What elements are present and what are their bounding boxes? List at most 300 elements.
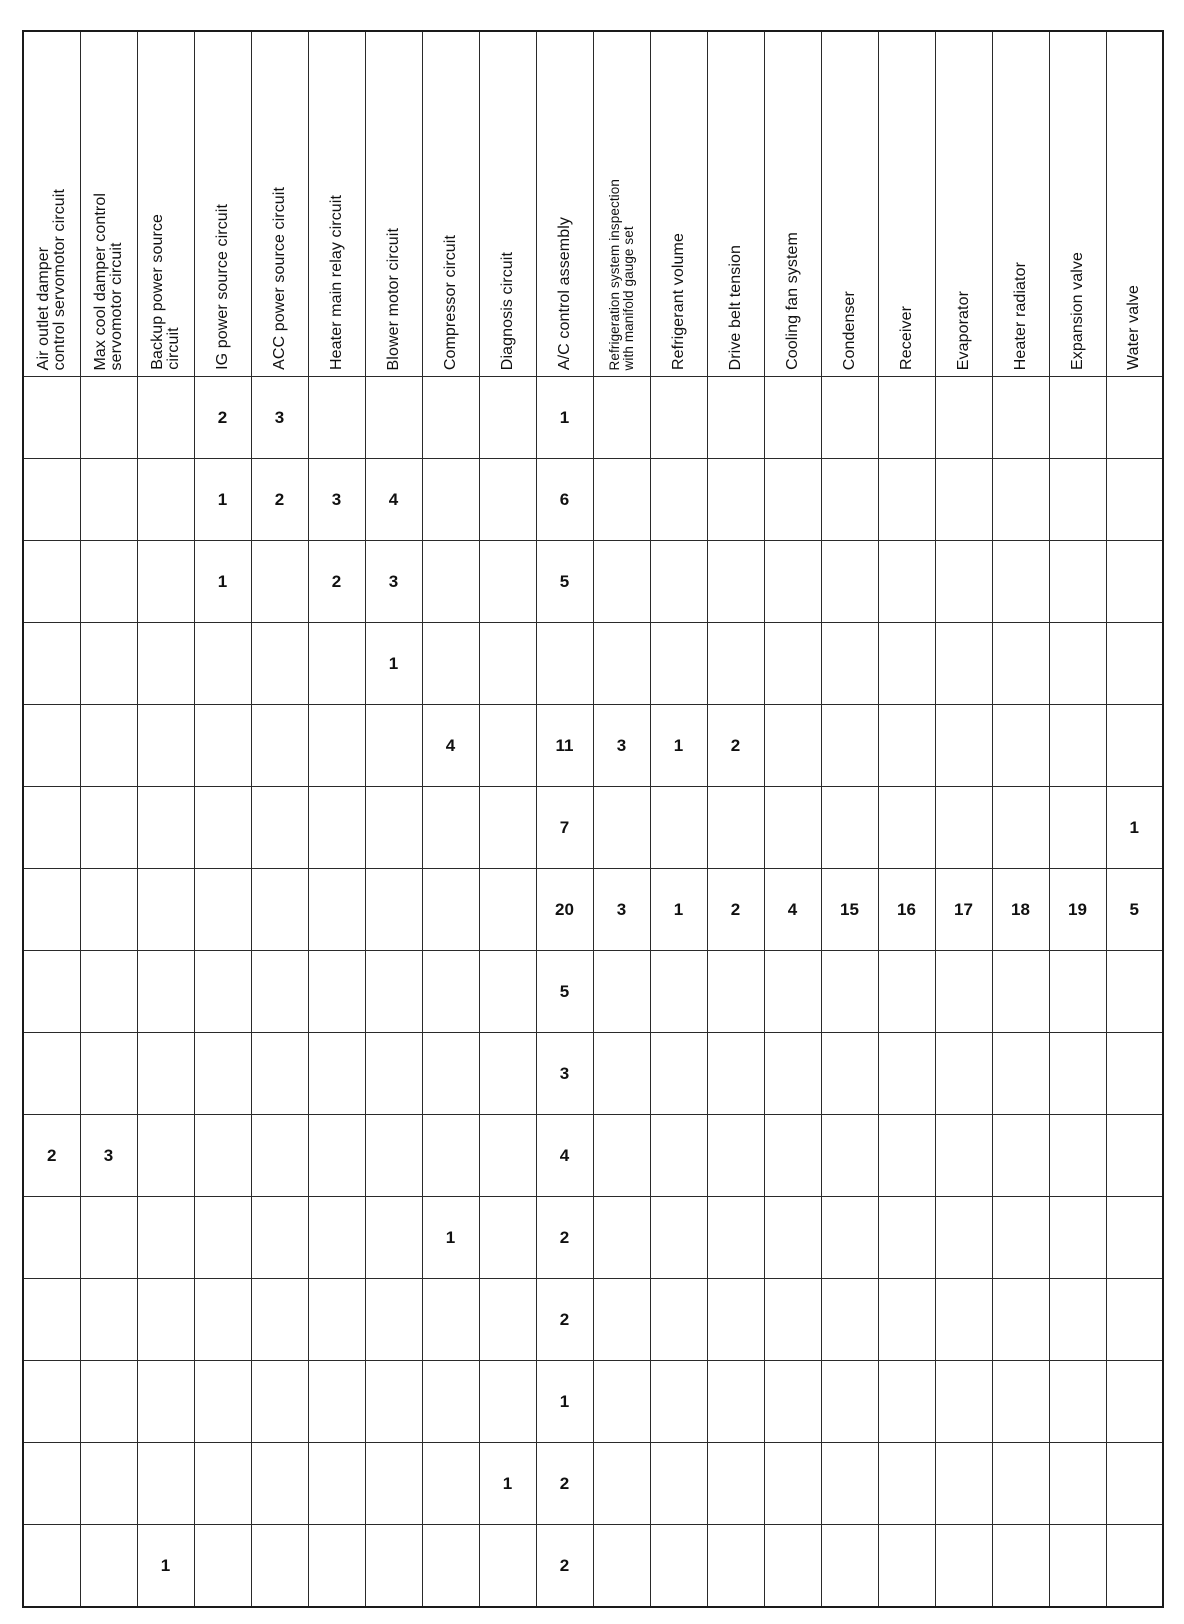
column-header-heater-radiator (992, 31, 1049, 377)
table-cell: 4 (422, 705, 479, 787)
table-row (23, 623, 1163, 705)
table-cell (593, 377, 650, 459)
column-header-label: ACC power source circuit (270, 187, 288, 370)
table-cell (137, 869, 194, 951)
table-cell (992, 1443, 1049, 1525)
table-cell (707, 459, 764, 541)
table-cell (764, 1033, 821, 1115)
column-header-label: Blower motor circuit (384, 227, 402, 370)
table-cell (479, 951, 536, 1033)
table-cell (479, 623, 536, 705)
table-cell (1106, 951, 1163, 1033)
table-cell: 3 (308, 459, 365, 541)
table-cell (251, 1525, 308, 1608)
table-cell (137, 459, 194, 541)
table-cell (23, 1443, 80, 1525)
column-header-heater-main-relay (308, 31, 365, 377)
table-cell (479, 1033, 536, 1115)
table-cell (707, 1443, 764, 1525)
table-cell (1106, 541, 1163, 623)
column-header-label: IG power source circuit (213, 204, 231, 370)
table-cell (194, 869, 251, 951)
table-cell (821, 787, 878, 869)
table-cell (1049, 1279, 1106, 1361)
table-cell (764, 1361, 821, 1443)
table-cell (878, 1115, 935, 1197)
table-cell (80, 1279, 137, 1361)
table-cell (308, 1279, 365, 1361)
table-cell (422, 787, 479, 869)
table-cell (992, 623, 1049, 705)
table-cell (935, 623, 992, 705)
table-cell (194, 1115, 251, 1197)
table-cell (23, 459, 80, 541)
matrix-header (23, 31, 1163, 377)
table-cell (650, 1197, 707, 1279)
table-cell (422, 869, 479, 951)
table-cell (878, 1033, 935, 1115)
column-header-acc-power-source (251, 31, 308, 377)
table-cell: 17 (935, 869, 992, 951)
table-cell (1049, 1361, 1106, 1443)
table-cell (707, 1525, 764, 1608)
table-cell (80, 459, 137, 541)
table-cell (1106, 705, 1163, 787)
table-cell: 4 (365, 459, 422, 541)
table-cell (935, 541, 992, 623)
table-cell (80, 1525, 137, 1608)
column-header-diagnosis (479, 31, 536, 377)
table-cell (707, 1115, 764, 1197)
table-cell: 5 (536, 951, 593, 1033)
column-header-ac-control-assembly (536, 31, 593, 377)
table-cell (878, 705, 935, 787)
table-cell (992, 1279, 1049, 1361)
troubleshooting-matrix (22, 30, 1164, 1608)
table-cell (992, 1525, 1049, 1608)
table-cell (80, 1361, 137, 1443)
table-cell (365, 1115, 422, 1197)
table-cell (308, 1115, 365, 1197)
table-cell (80, 951, 137, 1033)
table-cell (1049, 787, 1106, 869)
table-cell (422, 459, 479, 541)
table-row (23, 459, 1163, 541)
table-cell (764, 377, 821, 459)
table-cell (23, 541, 80, 623)
table-cell (422, 541, 479, 623)
table-cell: 1 (422, 1197, 479, 1279)
table-cell (80, 377, 137, 459)
table-cell: 5 (536, 541, 593, 623)
column-header-label: Air outlet damper control servomotor circuit (34, 188, 68, 370)
table-row (23, 951, 1163, 1033)
table-cell (1049, 951, 1106, 1033)
table-cell (308, 377, 365, 459)
table-cell: 3 (593, 869, 650, 951)
table-cell (992, 1197, 1049, 1279)
table-row (23, 1361, 1163, 1443)
table-cell (137, 787, 194, 869)
table-row (23, 1115, 1163, 1197)
table-row (23, 1197, 1163, 1279)
table-cell (764, 1197, 821, 1279)
table-cell (935, 1279, 992, 1361)
table-cell (479, 541, 536, 623)
table-cell (935, 1525, 992, 1608)
table-cell (1106, 1361, 1163, 1443)
table-cell (194, 951, 251, 1033)
table-cell (878, 623, 935, 705)
column-header-max-cool-damper (80, 31, 137, 377)
table-cell (365, 869, 422, 951)
table-cell (593, 459, 650, 541)
table-cell (194, 1033, 251, 1115)
table-cell (650, 1525, 707, 1608)
table-cell (365, 1525, 422, 1608)
column-header-label: Cooling fan system (783, 232, 801, 370)
table-cell: 15 (821, 869, 878, 951)
table-cell: 3 (365, 541, 422, 623)
table-cell (194, 787, 251, 869)
table-cell (992, 1115, 1049, 1197)
table-cell (479, 1279, 536, 1361)
table-cell (137, 1033, 194, 1115)
table-cell (650, 1279, 707, 1361)
table-cell (593, 1033, 650, 1115)
table-cell (137, 1443, 194, 1525)
table-cell (650, 623, 707, 705)
table-cell (593, 951, 650, 1033)
table-cell: 1 (536, 377, 593, 459)
table-cell (422, 1443, 479, 1525)
table-cell (479, 787, 536, 869)
table-cell: 2 (251, 459, 308, 541)
table-cell (935, 705, 992, 787)
table-cell: 2 (707, 705, 764, 787)
table-cell (1049, 1115, 1106, 1197)
table-cell (1106, 1197, 1163, 1279)
table-cell (935, 1443, 992, 1525)
column-header-label: Condenser (840, 290, 858, 370)
column-header-label: Refrigerant volume (669, 233, 687, 370)
table-cell (650, 1443, 707, 1525)
table-cell (1106, 459, 1163, 541)
table-cell (935, 377, 992, 459)
table-cell (80, 1033, 137, 1115)
table-cell (764, 787, 821, 869)
column-header-receiver (878, 31, 935, 377)
table-cell (422, 623, 479, 705)
table-cell (422, 1115, 479, 1197)
table-cell (992, 459, 1049, 541)
table-cell (935, 787, 992, 869)
table-cell (707, 787, 764, 869)
table-cell (764, 459, 821, 541)
table-cell (764, 1115, 821, 1197)
table-cell (764, 1525, 821, 1608)
table-cell (308, 1361, 365, 1443)
table-cell (764, 1443, 821, 1525)
table-cell (251, 869, 308, 951)
table-cell (878, 1525, 935, 1608)
table-cell: 11 (536, 705, 593, 787)
table-cell (764, 1279, 821, 1361)
column-header-label: Compressor circuit (441, 234, 459, 370)
column-header-compressor (422, 31, 479, 377)
table-cell (80, 1443, 137, 1525)
table-cell: 2 (536, 1443, 593, 1525)
table-cell (1049, 623, 1106, 705)
table-cell (365, 705, 422, 787)
table-cell (650, 951, 707, 1033)
table-cell (23, 1033, 80, 1115)
table-cell (137, 377, 194, 459)
table-cell (764, 623, 821, 705)
table-cell: 18 (992, 869, 1049, 951)
table-cell: 2 (536, 1525, 593, 1608)
column-header-ig-power-source (194, 31, 251, 377)
table-cell (137, 1115, 194, 1197)
table-cell (251, 951, 308, 1033)
table-cell (479, 1115, 536, 1197)
table-cell (365, 951, 422, 1033)
column-header-drive-belt-tension (707, 31, 764, 377)
table-cell: 3 (251, 377, 308, 459)
table-cell (479, 1361, 536, 1443)
table-cell: 2 (707, 869, 764, 951)
table-cell (707, 1279, 764, 1361)
table-cell (935, 459, 992, 541)
table-cell (707, 951, 764, 1033)
table-cell (1049, 377, 1106, 459)
table-cell (137, 705, 194, 787)
table-cell (365, 787, 422, 869)
column-header-condenser (821, 31, 878, 377)
column-header-label: Refrigeration system inspection with manifold gauge set (606, 178, 636, 370)
table-cell: 2 (194, 377, 251, 459)
table-cell (1106, 1443, 1163, 1525)
table-cell (23, 1525, 80, 1608)
table-cell (137, 1279, 194, 1361)
table-cell: 1 (650, 869, 707, 951)
table-cell (479, 705, 536, 787)
table-cell (1106, 377, 1163, 459)
table-cell (821, 1361, 878, 1443)
table-cell (1049, 459, 1106, 541)
table-cell (251, 1361, 308, 1443)
table-cell (23, 869, 80, 951)
table-cell: 3 (593, 705, 650, 787)
table-cell (707, 377, 764, 459)
column-header-backup-power-source (137, 31, 194, 377)
table-cell (251, 787, 308, 869)
table-cell (935, 1033, 992, 1115)
table-cell (308, 705, 365, 787)
table-cell (479, 1525, 536, 1608)
table-cell (194, 1197, 251, 1279)
table-cell (194, 1525, 251, 1608)
table-cell (479, 377, 536, 459)
column-header-label: Expansion valve (1068, 251, 1086, 370)
table-cell: 1 (365, 623, 422, 705)
table-cell (821, 377, 878, 459)
table-cell (23, 1197, 80, 1279)
table-cell (821, 1197, 878, 1279)
table-cell (1049, 1443, 1106, 1525)
table-cell (593, 1115, 650, 1197)
table-cell (137, 951, 194, 1033)
table-cell (821, 1279, 878, 1361)
table-cell (593, 623, 650, 705)
table-cell: 5 (1106, 869, 1163, 951)
table-cell (308, 1443, 365, 1525)
column-header-label: Diagnosis circuit (498, 251, 516, 370)
column-header-evaporator (935, 31, 992, 377)
column-header-refrigerant-volume (650, 31, 707, 377)
table-cell (992, 1361, 1049, 1443)
table-cell (80, 541, 137, 623)
table-row (23, 869, 1163, 951)
column-header-label: Heater radiator (1011, 261, 1029, 370)
table-cell: 4 (536, 1115, 593, 1197)
column-header-label: Backup power source circuit (148, 214, 182, 370)
column-header-blower-motor (365, 31, 422, 377)
table-cell (821, 1033, 878, 1115)
table-cell (23, 1279, 80, 1361)
table-cell (764, 541, 821, 623)
table-cell (479, 1197, 536, 1279)
table-cell (878, 1361, 935, 1443)
table-cell (992, 1033, 1049, 1115)
table-cell (308, 1525, 365, 1608)
table-cell (650, 459, 707, 541)
table-cell (992, 705, 1049, 787)
column-header-label: A/C control assembly (555, 216, 573, 370)
table-cell (365, 1361, 422, 1443)
table-cell (878, 1279, 935, 1361)
table-cell (821, 1525, 878, 1608)
table-row (23, 705, 1163, 787)
table-cell (365, 1197, 422, 1279)
table-cell: 1 (194, 459, 251, 541)
table-cell: 20 (536, 869, 593, 951)
table-row (23, 787, 1163, 869)
table-cell (308, 869, 365, 951)
table-cell: 1 (650, 705, 707, 787)
table-cell (23, 951, 80, 1033)
table-cell (365, 1443, 422, 1525)
table-cell (593, 541, 650, 623)
table-cell (1049, 541, 1106, 623)
table-cell (992, 541, 1049, 623)
table-cell: 2 (308, 541, 365, 623)
table-cell (1049, 705, 1106, 787)
table-cell (935, 1197, 992, 1279)
table-cell (1049, 1197, 1106, 1279)
table-cell: 2 (23, 1115, 80, 1197)
table-cell (422, 1279, 479, 1361)
table-cell (251, 1279, 308, 1361)
table-cell (878, 459, 935, 541)
table-row (23, 1279, 1163, 1361)
table-cell (935, 951, 992, 1033)
table-cell (194, 1443, 251, 1525)
table-cell (707, 1033, 764, 1115)
table-cell (23, 623, 80, 705)
table-cell (650, 787, 707, 869)
table-row (23, 1443, 1163, 1525)
table-cell (308, 623, 365, 705)
column-header-cooling-fan-system (764, 31, 821, 377)
table-cell (650, 541, 707, 623)
table-cell (707, 541, 764, 623)
table-cell (821, 1115, 878, 1197)
table-cell (365, 377, 422, 459)
table-cell (365, 1279, 422, 1361)
table-cell (1106, 1033, 1163, 1115)
table-cell (821, 1443, 878, 1525)
table-cell (422, 951, 479, 1033)
column-header-expansion-valve (1049, 31, 1106, 377)
table-cell (593, 1525, 650, 1608)
table-cell (707, 623, 764, 705)
column-header-label: Receiver (897, 306, 915, 370)
table-cell (764, 705, 821, 787)
table-cell (1049, 1525, 1106, 1608)
table-row (23, 1033, 1163, 1115)
table-cell (479, 869, 536, 951)
table-cell: 3 (536, 1033, 593, 1115)
table-cell (1106, 1525, 1163, 1608)
header-row (23, 31, 1163, 377)
column-header-refrigeration-inspection (593, 31, 650, 377)
table-cell (821, 705, 878, 787)
column-header-label: Evaporator (954, 290, 972, 370)
table-cell: 1 (479, 1443, 536, 1525)
table-cell (137, 1197, 194, 1279)
table-cell (80, 623, 137, 705)
table-cell (992, 951, 1049, 1033)
table-cell (878, 951, 935, 1033)
table-cell (137, 623, 194, 705)
table-cell (821, 541, 878, 623)
table-cell (536, 623, 593, 705)
table-cell (593, 787, 650, 869)
table-cell (878, 1197, 935, 1279)
table-cell (422, 1033, 479, 1115)
table-cell (308, 951, 365, 1033)
table-cell: 2 (536, 1197, 593, 1279)
table-cell: 1 (194, 541, 251, 623)
table-cell (1106, 1279, 1163, 1361)
table-cell (878, 1443, 935, 1525)
column-header-air-outlet-damper (23, 31, 80, 377)
matrix-body (23, 377, 1163, 1608)
table-cell: 1 (1106, 787, 1163, 869)
table-cell (422, 1361, 479, 1443)
table-cell (992, 377, 1049, 459)
table-cell (308, 1197, 365, 1279)
table-cell (251, 1033, 308, 1115)
table-cell (650, 377, 707, 459)
table-cell (137, 1361, 194, 1443)
table-cell (194, 1361, 251, 1443)
column-header-water-valve (1106, 31, 1163, 377)
table-cell (1049, 1033, 1106, 1115)
table-cell (23, 377, 80, 459)
table-cell (650, 1033, 707, 1115)
